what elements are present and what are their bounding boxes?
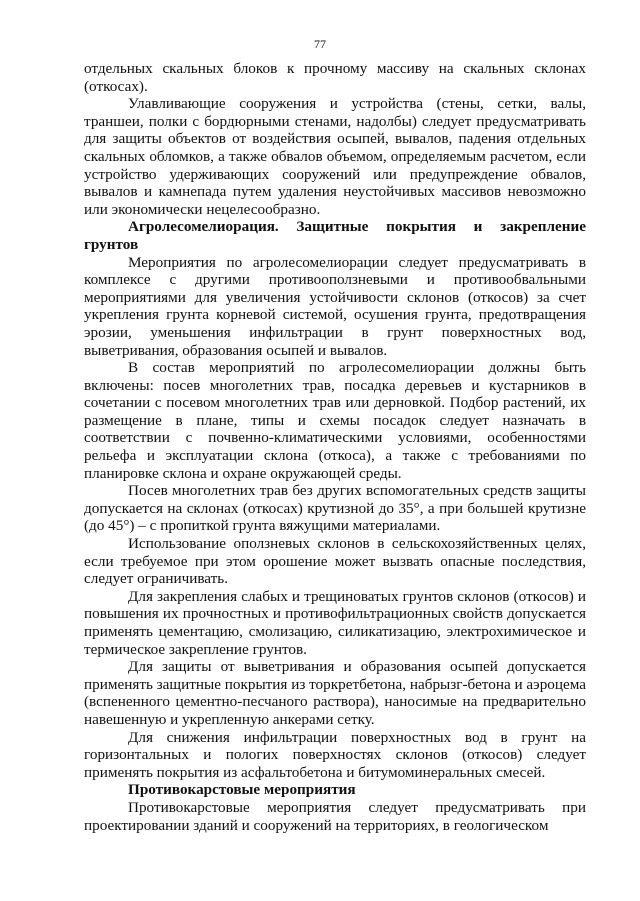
paragraph-agroforestry-measures: Мероприятия по агролесомелиорации следует предусматривать в комплексе с другими противооползневыми и противообвальными мероприятиями для увеличения устойчивости склонов (откосов) за счет укрепления грунта корневой системой, осушения грунта, предотвращения эрозии, уменьшения инфильтрации в грунт поверхностных вод, выветривания, образования осыпей и вывалов.: [84, 253, 586, 359]
section-heading-agroforestry: Агролесомелиорация. Защитные покрытия и закрепление грунтов: [84, 218, 586, 253]
paragraph-agricultural-use: Использование оползневых склонов в сельскохозяйственных целях, если требуемое при этом орошение может вызвать опасные последствия, следует ограничивать.: [84, 535, 586, 588]
page-number: 77: [314, 37, 326, 51]
paragraph-infiltration: Для снижения инфильтрации поверхностных вод в грунт на горизонтальных и пологих поверхностях склонов (откосов) следует применять покрытия из асфальтобетона и битумоминеральных смесей.: [84, 728, 586, 781]
paragraph-catch-structures: Улавливающие сооружения и устройства (стены, сетки, валы, траншеи, полки с бордюрными стенами, надолбы) следует предусматривать для защиты объектов от воздействия осыпей, вывалов, падения отдельных скальных обломков, а также обвалов объемом, определяемым расчетом, если устройство удерживающих сооружений или предупреждение обвалов, вывалов и камнепада путем удаления неустойчивых массивов невозможно или экономически нецелесообразно.: [84, 95, 586, 218]
paragraph-continuation: отдельных скальных блоков к прочному массиву на скальных склонах (откосах).: [84, 60, 586, 95]
paragraph-grass-sowing: Посев многолетних трав без других вспомогательных средств защиты допускается на склонах (откосах) крутизной до 35°, а при большей крутизне (до 45°) – с пропиткой грунта вяжущими материалами.: [84, 482, 586, 535]
document-body: [84, 60, 586, 834]
paragraph-protective-coatings: Для защиты от выветривания и образования осыпей допускается применять защитные покрытия из торкретбетона, набрызг-бетона и аэроцема (вспененного цементно-песчаного раствора), наносимые на предварительно навешенную и укрепленную анкерами сетку.: [84, 658, 586, 728]
paragraph-karst-measures: Противокарстовые мероприятия следует предусматривать при проектировании зданий и сооружений на территориях, в геологическом: [84, 798, 586, 834]
paragraph-agroforestry-composition: В состав мероприятий по агролесомелиорации должны быть включены: посев многолетних трав, посадка деревьев и кустарников в сочетании с посевом многолетних трав или дерновкой. Подбор растений, их размещение в плане, типы и схемы посадок следует назначать в соответствии с почвенно-климатическими условиями, особенностями рельефа и эксплуатации склона (откоса), а также с требованиями по планировке склона и охране окружающей среды.: [84, 359, 586, 482]
paragraph-soil-fixation: Для закрепления слабых и трещиноватых грунтов склонов (откосов) и повышения их прочностных и противофильтрационных свойств допускается применять цементацию, смолизацию, силикатизацию, электрохимическое и термическое закрепление грунтов.: [84, 587, 586, 658]
section-heading-karst: Противокарстовые мероприятия: [128, 781, 356, 799]
